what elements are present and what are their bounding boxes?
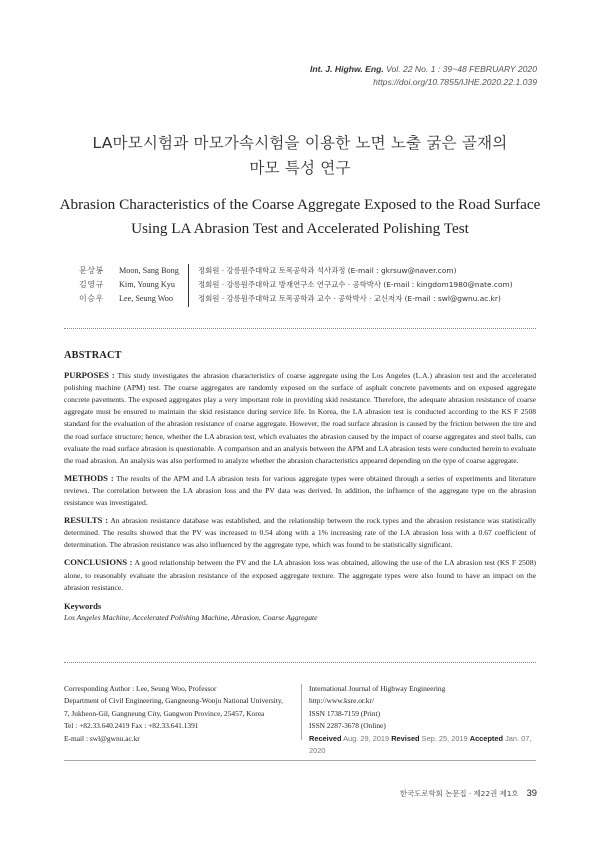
- page-footer: [400, 787, 537, 799]
- keywords-heading: Keywords: [64, 600, 102, 611]
- purposes-label: PURPOSES :: [64, 370, 115, 381]
- author-affiliation: 정회원 · 강릉원주대학교 방재연구소 연구교수 · 공학박사 (E-mail : kingdom1980@nate.com): [188, 278, 513, 292]
- accepted-date: Jan. 07, 2020: [309, 733, 532, 756]
- abstract-results: [64, 514, 536, 551]
- corresponding-author-name: Corresponding Author : Lee, Seung Woo, Professor: [64, 684, 217, 693]
- methods-text: The results of the APM and LA abrasion tests for various aggregate types were obtained through a series of experiments and literature reviews. The correlation between the LA abrasion loss and the PV data was derived. In addition, the influence of the aggregate type on the abrasion resistance was investigated.: [64, 473, 536, 508]
- page-number: 39: [526, 787, 537, 798]
- section-divider: [64, 328, 536, 329]
- author-address: 7, Jukheon-Gil, Gangneung City, Gangwon Province, 25457, Korea: [64, 708, 265, 718]
- journal-header: [117, 63, 537, 89]
- author-department: Department of Civil Engineering, Gangneung-Wonju National University,: [64, 696, 283, 706]
- author-affiliation: 정회원 · 강릉원주대학교 토목공학과 석사과정 (E-mail : gkrsuw@naver.com): [188, 264, 456, 278]
- section-divider: [64, 662, 536, 663]
- journal-citation: [117, 63, 537, 76]
- results-text: An abrasion resistance database was established, and the relationship between the rock types and the abrasion resistance was statistically determined. The results showed that the PV was increased to 0.54 along with a 1% increasing rate of the LA abrasion loss with a 0.67 coefficient of determination. The abrasion resistance was also influenced by the aggregate type, which was found to be statistically significant.: [64, 516, 536, 550]
- submission-dates: [309, 733, 539, 758]
- journal-url[interactable]: http://www.ksre.or.kr/: [309, 696, 375, 706]
- footer-rule: [64, 760, 536, 761]
- journal-name: Int. J. Highw. Eng.: [310, 64, 384, 74]
- purposes-text: This study investigates the abrasion characteristics of coarse aggregate using the Los Angeles (L.A.) abrasion test and the accelerated polishing machine (APM) test. The coarse aggregates are randomly exposed on the surface of asphalt concrete pavements and on exposed aggregate concrete pavements. The exposed aggregates play a very important role in providing skid resistance. Therefore, the adequate abrasion resistance of coarse aggregate must be ensured to maintain the skid resistance during service life. In Korea, the LA abrasion test is conducted according to the KS F 2508 standard for the evaluation of the abrasion resistance of coarse aggregate. However, the road surface abrasion is caused by the friction between the tire and the road surface structure; hence, whether the LA abrasion test, which evaluates the abrasion caused by the impact of coarse aggregates and steel balls, can evaluate the road surface abrasion is questionable. A comparison and an analysis between the APM and LA abrasion tests were conducted herein to evaluate the road abrasion. An analysis was also performed to analyze whether the abrasion characteristics appeared depending on the type of coarse aggregate.: [64, 371, 536, 465]
- author-row: [79, 292, 513, 306]
- journal-info: [309, 683, 539, 757]
- abstract-methods: [64, 472, 536, 509]
- methods-label: METHODS :: [64, 472, 114, 483]
- author-name-english: Kim, Young Kyu: [119, 280, 175, 290]
- journal-korean-name: 한국도로학회 논문집 · 제22권 제1호: [399, 789, 519, 798]
- abstract-section: [64, 350, 536, 624]
- received-date: Aug. 29, 2019: [343, 733, 390, 743]
- english-title-line1: Abrasion Characteristics of the Coarse Aggregate Exposed to the Road Surface: [59, 196, 541, 213]
- english-title: [0, 193, 600, 240]
- author-row: [79, 264, 513, 278]
- issn-print: ISSN 1738-7159 (Print): [309, 708, 381, 718]
- author-affiliation: 정회원 · 강릉원주대학교 토목공학과 교수 · 공학박사 · 교신저자 (E-mail : swl@gwnu.ac.kr): [188, 292, 501, 306]
- issn-online: ISSN 2287-3678 (Online): [309, 721, 386, 731]
- author-name-english: Lee, Seung Woo: [119, 294, 173, 304]
- received-label: Received: [309, 733, 342, 743]
- author-email[interactable]: E-mail : swl@gwnu.ac.kr: [64, 733, 140, 743]
- volume-info: Vol. 22 No. 1 : 39~48 FEBRUARY 2020: [386, 64, 537, 74]
- corresponding-author: [64, 683, 304, 745]
- author-name-korean: 김영규: [79, 280, 104, 290]
- abstract-conclusions: [64, 556, 536, 593]
- author-name-english: Moon, Sang Bong: [119, 266, 179, 275]
- abstract-purposes: [64, 369, 536, 467]
- revised-label: Revised: [391, 733, 420, 743]
- revised-date: Sep. 25, 2019: [421, 733, 468, 743]
- author-name-korean: 이승우: [79, 294, 104, 304]
- korean-title-line2: 마모 특성 연구: [249, 159, 351, 177]
- results-label: RESULTS :: [64, 515, 109, 526]
- korean-title-line1: LA마모시험과 마모가속시험을 이용한 노면 노출 굵은 골재의: [92, 134, 508, 152]
- author-phone-fax: Tel : +82.33.640.2419 Fax : +82.33.641.1391: [64, 721, 199, 731]
- conclusions-label: CONCLUSIONS :: [64, 557, 133, 568]
- accepted-label: Accepted: [469, 733, 504, 743]
- author-row: [79, 278, 513, 292]
- footer-divider: [301, 684, 302, 740]
- author-name-korean: 문상봉: [79, 266, 104, 275]
- doi-link[interactable]: https://doi.org/10.7855/IJHE.2020.22.1.039: [373, 77, 537, 87]
- journal-full-name: International Journal of Highway Engineering: [309, 684, 446, 693]
- conclusions-text: A good relationship between the PV and the LA abrasion loss was obtained, allowing the use of the LA abrasion test (KS F 2508) alone, to reasonably evaluate the abrasion resistance of the exposed aggregate texture. The aggregate types were also found to have an impact on the abrasion resistance.: [64, 558, 536, 592]
- keywords-text: Los Angeles Machine, Accelerated Polishing Machine, Abrasion, Coarse Aggregate: [64, 612, 318, 622]
- author-list: [79, 264, 513, 307]
- korean-title: [0, 131, 600, 181]
- english-title-line2: Using LA Abrasion Test and Accelerated Polishing Test: [131, 219, 469, 237]
- abstract-heading: ABSTRACT: [64, 350, 122, 361]
